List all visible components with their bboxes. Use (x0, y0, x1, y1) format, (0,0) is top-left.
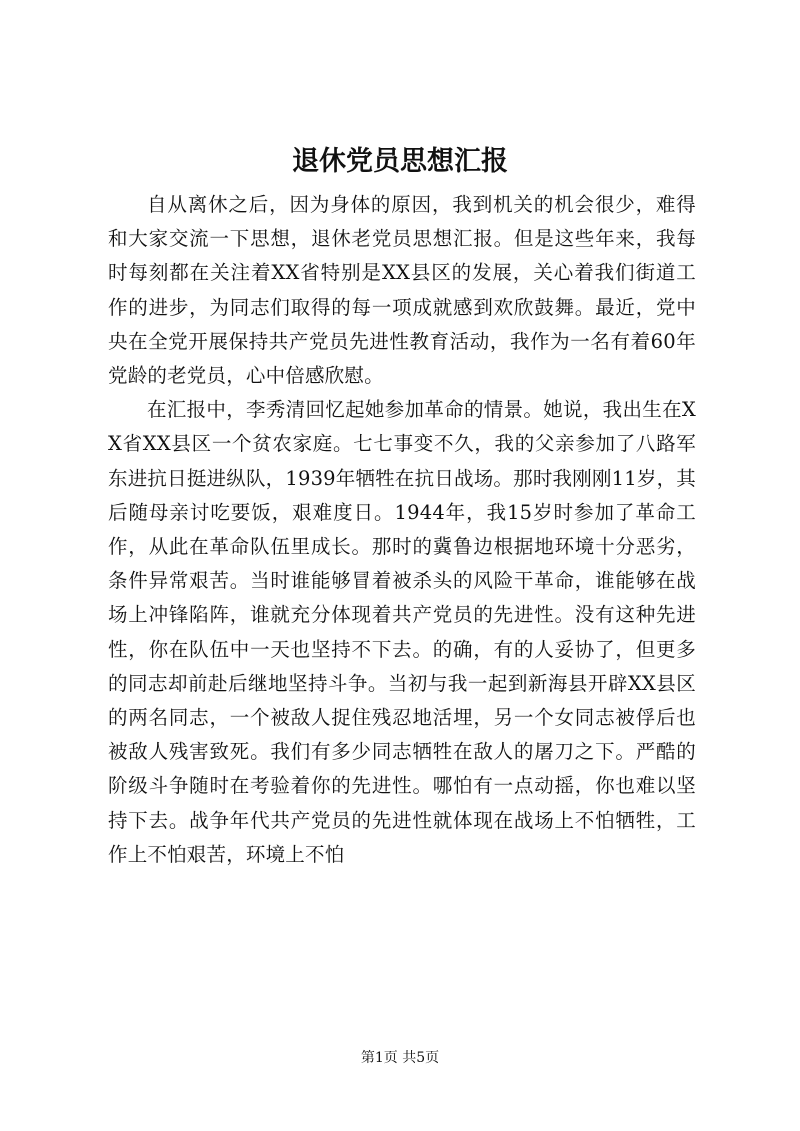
document-body (108, 188, 696, 872)
page-title: 退休党员思想汇报 (292, 146, 508, 177)
page-number-footer: 第1页 共5页 (360, 1050, 440, 1066)
paragraph-2: 在汇报中，李秀清回忆起她参加革命的情景。她说，我出生在XX省XX县区一个贫农家庭。七七事变不久，我的父亲参加了八路军东进抗日挺进纵队，1939年牺牲在抗日战场。那时我刚刚11岁，其后随母亲讨吃要饭，艰难度日。1944年，我15岁时参加了革命工作，从此在革命队伍里成长。那时的冀鲁边根据地环境十分恶劣，条件异常艰苦。当时谁能够冒着被杀头的风险干革命，谁能够在战场上冲锋陷阵，谁就充分体现着共产党员的先进性。没有这种先进性，你在队伍中一天也坚持不下去。的确，有的人妥协了，但更多的同志却前赴后继地坚持斗争。当初与我一起到新海县开辟XX县区的两名同志，一个被敌人捉住残忍地活埋，另一个女同志被俘后也被敌人残害致死。我们有多少同志牺牲在敌人的屠刀之下。严酷的阶级斗争随时在考验着你的先进性。哪怕有一点动摇，你也难以坚持下去。战争年代共产党员的先进性就体现在战场上不怕牺牲，工作上不怕艰苦，环境上不怕 (108, 398, 696, 866)
paragraph-1: 自从离休之后，因为身体的原因，我到机关的机会很少，难得和大家交流一下思想，退休老党员思想汇报。但是这些年来，我每时每刻都在关注着XX省特别是XX县区的发展，关心着我们街道工作的进步，为同志们取得的每一项成就感到欢欣鼓舞。最近，党中央在全党开展保持共产党员先进性教育活动，我作为一名有着60年党龄的老党员，心中倍感欣慰。 (108, 193, 696, 388)
